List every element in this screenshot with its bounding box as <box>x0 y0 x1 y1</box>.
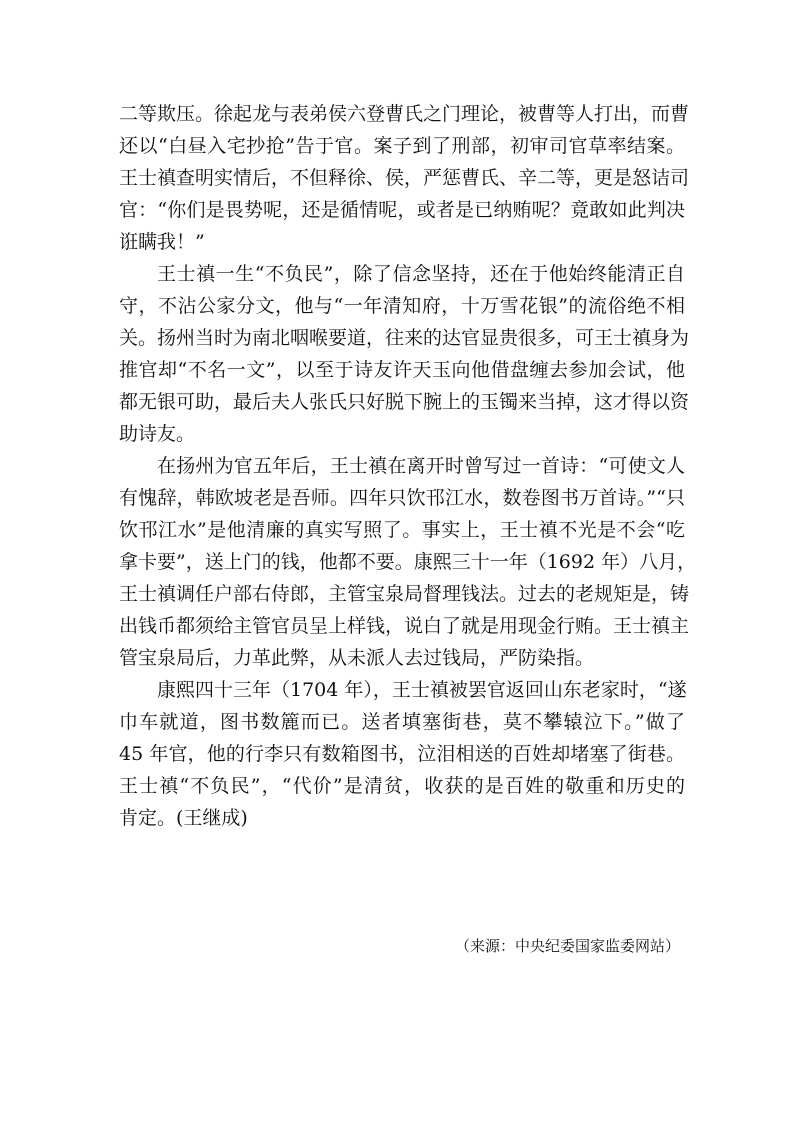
text-line: 王士禛一生“不负民”，除了信念坚持，还在于他始终能清正自 <box>157 263 685 285</box>
text-line: 王士禛“不负民”，“代价”是清贫，收获的是百姓的敬重和历史的 <box>119 775 685 797</box>
paragraph-1 <box>119 98 690 258</box>
text-line: 还以“白昼入宅抄抢”告于官。案子到了刑部，初审司官草率结案。 <box>119 135 685 157</box>
paragraph-4 <box>119 674 685 834</box>
text-line: 拿卡要”，送上门的钱，他都不要。康熙三十一年（1692 年）八月， <box>119 551 697 573</box>
paragraph-2 <box>119 258 690 450</box>
text-line: 肯定。(王继成) <box>119 807 248 829</box>
text-line: 守，不沾公家分文，他与“一年清知府，十万雪花银”的流俗绝不相 <box>119 295 685 317</box>
paragraph-3 <box>119 450 697 674</box>
text-line: 康熙四十三年（1704 年），王士禛被罢官返回山东老家时，“遂 <box>157 679 687 701</box>
source-attribution: （来源：中央纪委国家监委网站） <box>454 937 680 955</box>
text-line: 饮邗江水”是他清廉的真实写照了。事实上，王士禛不光是不会“吃 <box>119 519 685 541</box>
text-line: 二等欺压。徐起龙与表弟侯六登曹氏之门理论，被曹等人打出，而曹 <box>119 103 690 125</box>
text-line: 王士禛查明实情后，不但释徐、侯，严惩曹氏、辛二等，更是怒诘司 <box>119 167 690 189</box>
text-line: 诳瞒我！” <box>119 231 205 253</box>
text-line: 管宝泉局后，力革此弊，从未派人去过钱局，严防染指。 <box>119 647 595 669</box>
text-line: 都无银可助，最后夫人张氏只好脱下腕上的玉镯来当掉，这才得以资 <box>119 391 690 413</box>
text-line: 王士禛调任户部右侍郎，主管宝泉局督理钱法。过去的老规矩是，铸 <box>119 583 690 605</box>
text-line: 官：“你们是畏势呢，还是循情呢，或者是已纳贿呢？竟敢如此判决 <box>119 199 685 221</box>
text-line: 在扬州为官五年后，王士禛在离开时曾写过一首诗：“可使文人 <box>157 455 685 477</box>
text-line: 出钱币都须给主管官员呈上样钱，说白了就是用现金行贿。王士禛主 <box>119 615 690 637</box>
text-line: 关。扬州当时为南北咽喉要道，往来的达官显贵很多，可王士禛身为 <box>119 327 690 349</box>
text-line: 助诗友。 <box>119 423 196 445</box>
text-line: 推官却“不名一文”，以至于诗友许天玉向他借盘缠去参加会试，他 <box>119 359 685 381</box>
text-line: 45 年官，他的行李只有数箱图书，泣泪相送的百姓却堵塞了街巷。 <box>119 743 685 765</box>
text-line: 巾车就道，图书数簏而已。送者填塞街巷，莫不攀辕泣下。”做了 <box>119 711 685 733</box>
text-line: 有愧辞，韩欧坡老是吾师。四年只饮邗江水，数卷图书万首诗。”“只 <box>119 487 685 509</box>
article-body <box>119 98 697 834</box>
